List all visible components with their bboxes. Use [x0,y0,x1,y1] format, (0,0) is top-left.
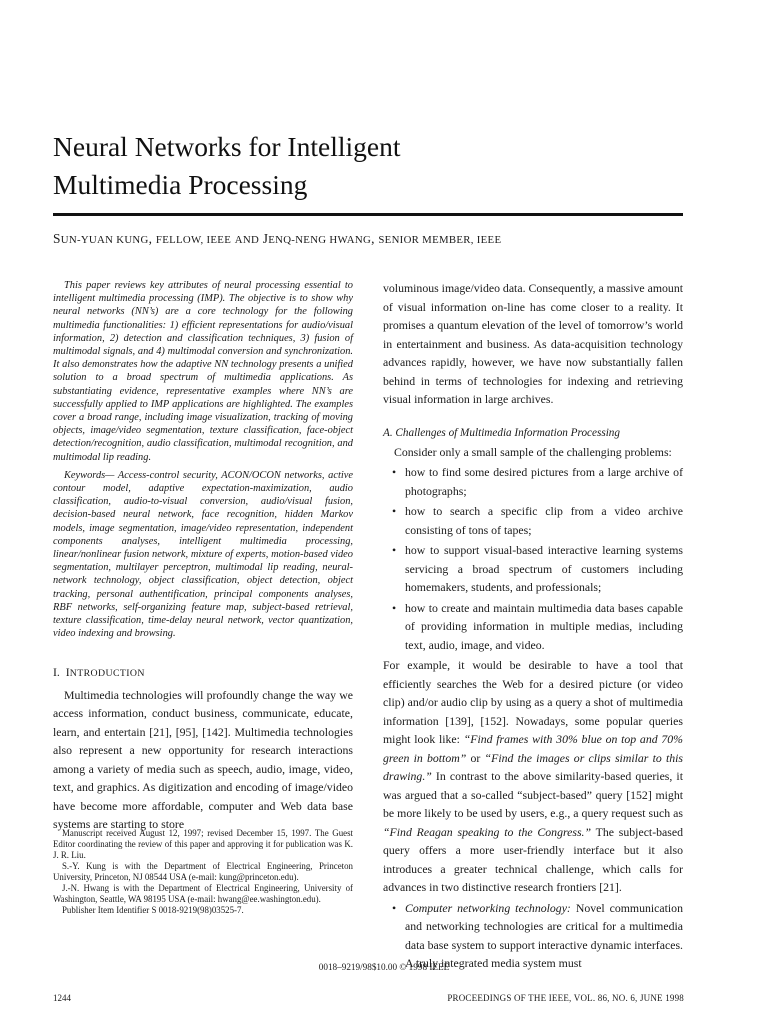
keywords: Keywords— Access-control security, ACON/OCON networks, active contour model, adaptive expectation-maximization, audio classification, audio-to-visual conversion, audio/visual fusion, decision-based neural network, face recognition, hidden Markov models, image segmentation, image/video representation, independent components analyses, intelligent multimedia processing, linear/nonlinear fusion network, mixture of experts, motion-based video segmentation, multilayer perceptron, multimodal lip reading, neural-network technology, object classification, object detection, object tracking, personal authentification, principal components analyses, RBF networks, self-organizing feature map, subject-based retrieval, texture classification, time-delay neural network, vector quantization, video indexing and browsing. [53,469,353,640]
footnote [53,828,353,916]
list-item: • how to create and maintain multimedia data bases capable of providing information in multiple medias, including text, audio, image, and video. [392,600,683,652]
author1-name: UN-YUAN KUNG [60,234,149,246]
author-conjunction: AND [234,234,260,246]
section-initial: I [65,665,70,680]
author2-role: SENIOR MEMBER, IEEE [378,234,502,246]
section-number: I. [53,665,60,680]
title-rule [53,213,683,216]
journal-citation: PROCEEDINGS OF THE IEEE, VOL. 86, NO. 6, JUNE 1998 [447,993,684,1003]
list-item: • how to support visual-based interactive learning systems servicing a broad spectrum of customers including homemakers, students, and professionals; [392,543,683,594]
section-heading-introduction [53,663,353,684]
bullet-icon: • [392,600,397,615]
footnote-author1: S.-Y. Kung is with the Department of Electrical Engineering, Princeton University, Princeton, NJ 08544 USA (e-mail: kung@princeton.edu). [53,861,353,882]
list-item-title: Computer networking technology: [405,900,571,915]
left-column [53,279,353,834]
bullet-icon: • [392,900,397,915]
challenge-list [383,463,683,654]
title-line-1: Neural Networks for Intelligent [53,131,401,162]
list-item: • Computer networking technology: Novel communication and networking technologies are critical for a multimedia data base system to support interactive dynamic interfaces. A truly integrated media system must [392,900,683,970]
author-line: SUN-YUAN KUNG, FELLOW, IEEE AND JENQ-NENG HWANG, SENIOR MEMBER, IEEE [53,231,502,246]
bullet-icon: • [392,504,397,518]
author1-role: FELLOW, IEEE [155,234,232,246]
example-query-1: “Find frames with 30% blue on top and 70% green in bottom” [383,732,683,765]
right-column [383,279,683,975]
example-query-2: “Find the images or clips similar to this drawing.” [383,750,683,783]
right-paragraph-1: voluminous image/video data. Consequently, a massive amount of visual information on-line has come closer to a reality. It promises a quantum elevation of the level of tomorrow’s world in entertainment and business. As data-acquisition technology advances rapidly, however, we have now substantially fallen behind in terms of technologies for indexing and retrieving visual information in large archives. [383,281,684,406]
right-paragraph-2: Consider only a small sample of the challenging problems: [394,444,672,459]
author1-initial: S [53,231,61,246]
author2-name: ENQ-NENG HWANG [268,234,372,246]
subsection-heading: A. Challenges of Multimedia Information Processing [383,426,620,439]
abstract: This paper reviews key attributes of neural processing essential to intelligent multimedia processing (IMP). The objective is to show why neural networks (NN’s) are a core technology for the following multimedia functionalities: 1) efficient representations for audio/visual information, 2) detection and classification techniques, 3) fusion of multimodal signals, and 4) multimodal conversion and synchronization. It also demonstrates how the adaptive NN technology presents a unified solution to a broad spectrum of multimedia applications. As substantiating evidence, representative examples where NN’s are successfully applied to IMP applications are highlighted. The examples cover a broad range, including image visualization, tracking of moving objects, image/video segmentation, texture classification, face-object detection/recognition, audio classification, multimodal recognition, and multimodal lip reading. [53,280,353,463]
paper-title [53,128,693,204]
example-query-3: “Find Reagan speaking to the Congress.” [383,824,592,839]
bullet-icon: • [392,543,397,557]
author2-initial: J [262,231,269,246]
intro-paragraph: Multimedia technologies will profoundly change the way we access information, conduct business, communicate, educate, learn, and entertain [21], [95], [142]. Multimedia technologies also represent a new opportunity for research interactions among a variety of media such as speech, audio, image, video, text, and graphics. As digitization and encoding of image/video have become more affordable, computer and Web data base systems are starting to store [53,687,353,832]
list-item: • how to find some desired pictures from a large archive of photographs; [392,465,683,498]
list-item: • how to search a specific clip from a video archive consisting of tons of tapes; [392,504,683,537]
footnote-identifier: Publisher Item Identifier S 0018-9219(98)03525-7. [62,905,244,915]
footnote-author2: J.-N. Hwang is with the Department of Electrical Engineering, University of Washington, Seattle, WA 98195 USA (e-mail: hwang@ee.washington.edu). [53,883,353,904]
title-line-2: Multimedia Processing [53,169,308,200]
page-number: 1244 [53,993,71,1003]
right-paragraph-3: For example, it would be desirable to have a tool that efficiently searches the Web for a desired picture (or video clip) and/or audio clip by using as a query a shot of multimedia information [139], [152]. Nowadays, some popular queries might look like: “Find frames with 30% blue on top and 70% green in bottom” or “Find the images or clips similar to this drawing.” In contrast to the above similarity-based queries, it was argued that a so-called “subject-based” query [152] might be more likely to be used by users, e.g., a query request such as “Find Reagan speaking to the Congress.” The subject-based query offers a more user-friendly interface but it also introduces a greater technical challenge, which calls for advances in two distinctive research frontiers [21]. [383,658,683,894]
bullet-icon: • [392,465,397,479]
section-title: NTRODUCTION [69,668,145,680]
footnote-manuscript: Manuscript received August 12, 1997; revised December 15, 1997. The Guest Editor coordinating the review of this paper and approving it for publication was K. J. R. Liu. [53,828,353,860]
copyright-line: 0018–9219/98$10.00 © 1998 IEEE [318,962,450,972]
